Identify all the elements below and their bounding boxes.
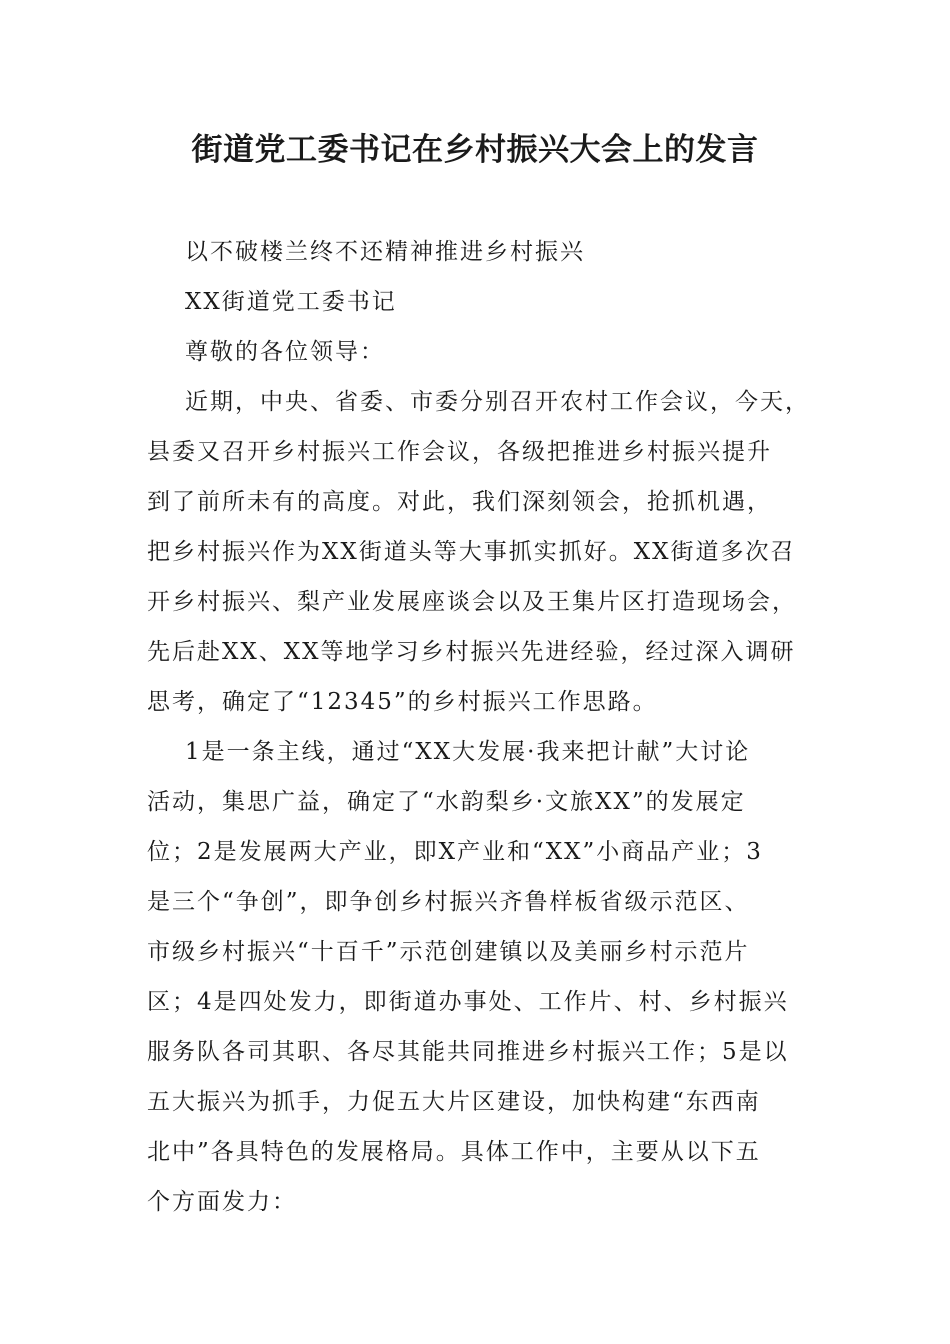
paragraph-line: 1是一条主线，通过“XX大发展·我来把计献”大讨论 bbox=[185, 739, 751, 765]
paragraph-line: 尊敬的各位领导： bbox=[185, 339, 385, 365]
paragraph-line: 先后赴XX、XX等地学习乡村振兴先进经验，经过深入调研 bbox=[147, 639, 796, 665]
paragraph-line: 活动，集思广益，确定了“水韵梨乡·文旅XX”的发展定 bbox=[147, 789, 746, 815]
paragraph-line: 近期，中央、省委、市委分别召开农村工作会议，今天， bbox=[185, 389, 810, 415]
paragraph-line: 以不破楼兰终不还精神推进乡村振兴 bbox=[185, 239, 585, 265]
paragraph-line: 服务队各司其职、各尽其能共同推进乡村振兴工作；5是以 bbox=[147, 1039, 789, 1065]
paragraph-line: 开乡村振兴、梨产业发展座谈会以及王集片区打造现场会， bbox=[147, 589, 797, 615]
paragraph-line: 北中”各具特色的发展格局。具体工作中，主要从以下五 bbox=[147, 1139, 761, 1165]
paragraph-line: 是三个“争创”，即争创乡村振兴齐鲁样板省级示范区、 bbox=[147, 889, 750, 915]
paragraph-line: XX街道党工委书记 bbox=[185, 289, 397, 315]
paragraph-line: 位；2是发展两大产业，即X产业和“XX”小商品产业；3 bbox=[147, 839, 763, 865]
paragraph-line: 区；4是四处发力，即街道办事处、工作片、村、乡村振兴 bbox=[147, 989, 789, 1015]
paragraph-line: 县委又召开乡村振兴工作会议，各级把推进乡村振兴提升 bbox=[147, 439, 772, 465]
paragraph-line: 市级乡村振兴“十百千”示范创建镇以及美丽乡村示范片 bbox=[147, 939, 750, 965]
document-title: 街道党工委书记在乡村振兴大会上的发言 bbox=[191, 132, 759, 168]
paragraph-line: 思考，确定了“12345”的乡村振兴工作思路。 bbox=[147, 689, 658, 715]
paragraph-line: 个方面发力： bbox=[147, 1189, 297, 1215]
paragraph-line: 到了前所未有的高度。对此，我们深刻领会，抢抓机遇， bbox=[147, 489, 772, 515]
document-body bbox=[147, 227, 810, 1227]
paragraph-line: 把乡村振兴作为XX街道头等大事抓实抓好。XX街道多次召 bbox=[147, 539, 796, 565]
paragraph-line: 五大振兴为抓手，力促五大片区建设，加快构建“东西南 bbox=[147, 1089, 761, 1115]
